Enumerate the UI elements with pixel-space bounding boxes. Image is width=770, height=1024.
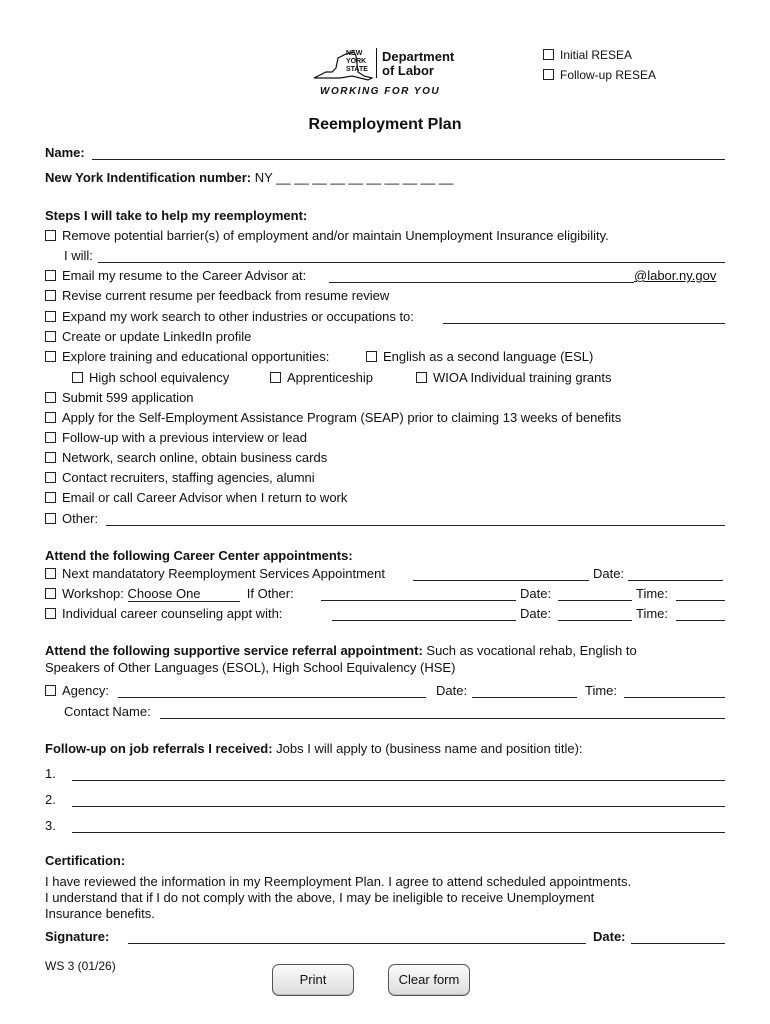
other-checkbox[interactable]: [45, 513, 56, 524]
contact-name-field[interactable]: [160, 718, 725, 719]
supportive-heading-line2: Speakers of Other Languages (ESOL), High School Equivalency (HSE): [45, 660, 456, 675]
agency-field[interactable]: [118, 697, 426, 698]
i-will-field[interactable]: [98, 262, 725, 263]
revise-resume-label: Revise current resume per feedback from resume review: [62, 288, 390, 303]
workshop-time-field[interactable]: [676, 600, 725, 601]
certification-line2: I understand that if I do not comply with the above, I may be ineligible to receive Unemployment: [45, 890, 595, 905]
individual-counseling-checkbox[interactable]: [45, 608, 56, 619]
referral-number-3: 3.: [45, 818, 56, 833]
workshop-checkbox[interactable]: [45, 588, 56, 599]
submit-599-label: Submit 599 application: [62, 390, 194, 405]
email-advisor-checkbox[interactable]: [45, 492, 56, 503]
contact-name-label: Contact Name:: [64, 704, 151, 719]
workshop-select[interactable]: Choose One: [128, 587, 240, 602]
name-field[interactable]: [92, 159, 725, 160]
referral-number-1: 1.: [45, 766, 56, 781]
initial-resea-checkbox[interactable]: [543, 49, 554, 60]
network-label: Network, search online, obtain business cards: [62, 450, 328, 465]
network-checkbox[interactable]: [45, 452, 56, 463]
workshop-time-label: Time:: [636, 586, 669, 601]
seap-label: Apply for the Self-Employment Assistance Program (SEAP) prior to claiming 13 weeks of benefits: [62, 410, 622, 425]
career-center-heading: Attend the following Career Center appointments:: [45, 548, 353, 563]
supportive-heading-rest: Such as vocational rehab, English to: [426, 643, 637, 658]
certification-heading: Certification:: [45, 853, 126, 868]
logo-text-new: NEW: [346, 50, 363, 57]
referral-field-2[interactable]: [72, 806, 725, 807]
next-mandatory-date-label: Date:: [593, 566, 625, 581]
name-label: Name:: [45, 145, 85, 160]
other-label: Other:: [62, 511, 99, 526]
email-resume-label: Email my resume to the Career Advisor at:: [62, 268, 307, 283]
email-domain: @labor.ny.gov: [634, 268, 717, 283]
wioa-checkbox[interactable]: [416, 372, 427, 383]
agency-checkbox[interactable]: [45, 685, 56, 696]
explore-training-checkbox[interactable]: [45, 351, 56, 362]
hs-equivalency-checkbox[interactable]: [72, 372, 83, 383]
form-code: WS 3 (01/26): [45, 959, 116, 973]
supportive-heading: Attend the following supportive service referral appointment:: [45, 643, 423, 658]
agency-label: Agency:: [62, 683, 109, 698]
referrals-heading-rest: Jobs I will apply to (business name and position title):: [276, 741, 583, 756]
page-title: Reemployment Plan: [308, 116, 462, 133]
agency-time-label: Time:: [585, 683, 618, 698]
agency-date-field[interactable]: [472, 697, 577, 698]
referrals-heading: Follow-up on job referrals I received:: [45, 741, 273, 756]
expand-search-checkbox[interactable]: [45, 311, 56, 322]
revise-resume-checkbox[interactable]: [45, 290, 56, 301]
signature-field[interactable]: [128, 943, 586, 944]
individual-time-field[interactable]: [676, 620, 725, 621]
workshop-if-other-label: If Other:: [246, 586, 294, 601]
followup-resea-label: Follow-up RESEA: [560, 68, 657, 82]
individual-date-label: Date:: [520, 606, 552, 621]
hs-equivalency-label: High school equivalency: [89, 370, 230, 385]
agency-time-field[interactable]: [624, 697, 725, 698]
apprenticeship-label: Apprenticeship: [287, 370, 373, 385]
logo-tagline: WORKING FOR YOU: [320, 86, 441, 97]
submit-599-checkbox[interactable]: [45, 392, 56, 403]
nys-dol-logo: [312, 46, 472, 102]
individual-time-label: Time:: [636, 606, 669, 621]
contact-recruiters-label: Contact recruiters, staffing agencies, alumni: [62, 470, 315, 485]
agency-date-label: Date:: [436, 683, 468, 698]
referral-number-2: 2.: [45, 792, 56, 807]
next-mandatory-date-field[interactable]: [628, 580, 723, 581]
followup-interview-checkbox[interactable]: [45, 432, 56, 443]
contact-recruiters-checkbox[interactable]: [45, 472, 56, 483]
signature-label: Signature:: [45, 929, 110, 944]
logo-divider: [376, 48, 377, 78]
remove-barriers-label: Remove potential barrier(s) of employment and/or maintain Unemployment Insurance eligibility.: [62, 228, 609, 243]
clear-form-button[interactable]: Clear form: [388, 964, 470, 996]
next-mandatory-field[interactable]: [413, 580, 589, 581]
nyid-label: New York Indentification number:: [45, 170, 252, 185]
wioa-label: WIOA Individual training grants: [433, 370, 612, 385]
esl-checkbox[interactable]: [366, 351, 377, 362]
workshop-date-label: Date:: [520, 586, 552, 601]
next-mandatory-checkbox[interactable]: [45, 568, 56, 579]
certification-line1: I have reviewed the information in my Reemployment Plan. I agree to attend scheduled appointments.: [45, 874, 632, 889]
other-field[interactable]: [106, 525, 725, 526]
linkedin-checkbox[interactable]: [45, 331, 56, 342]
explore-training-label: Explore training and educational opportunities:: [62, 349, 330, 364]
seap-checkbox[interactable]: [45, 412, 56, 423]
nyid-prefix: NY: [254, 170, 273, 185]
linkedin-label: Create or update LinkedIn profile: [62, 329, 252, 344]
referral-field-3[interactable]: [72, 832, 725, 833]
workshop-date-field[interactable]: [558, 600, 632, 601]
workshop-label: Workshop:: [62, 586, 124, 601]
print-button[interactable]: Print: [272, 964, 354, 996]
expand-search-label: Expand my work search to other industries or occupations to:: [62, 309, 414, 324]
followup-resea-checkbox[interactable]: [543, 69, 554, 80]
individual-date-field[interactable]: [558, 620, 632, 621]
i-will-label: I will:: [64, 248, 93, 263]
email-resume-checkbox[interactable]: [45, 270, 56, 281]
logo-text-state: STATE: [346, 66, 368, 73]
email-resume-field[interactable]: [329, 282, 634, 283]
workshop-other-field[interactable]: [321, 600, 516, 601]
esl-label: English as a second language (ESL): [383, 349, 594, 364]
nyid-field[interactable]: __ __ __ __ __ __ __ __ __ __: [276, 170, 454, 185]
logo-dept-line1: Department: [382, 49, 455, 64]
next-mandatory-label: Next mandatatory Reemployment Services Appointment: [62, 566, 385, 581]
logo-dept-line2: of Labor: [382, 63, 434, 78]
individual-counseling-label: Individual career counseling appt with:: [62, 606, 283, 621]
logo-text-york: YORK: [346, 58, 367, 65]
remove-barriers-checkbox[interactable]: [45, 230, 56, 241]
followup-interview-label: Follow-up with a previous interview or lead: [62, 430, 307, 445]
certification-line3: Insurance benefits.: [45, 906, 155, 921]
signature-date-field[interactable]: [631, 943, 725, 944]
steps-heading: Steps I will take to help my reemployment:: [45, 208, 308, 223]
apprenticeship-checkbox[interactable]: [270, 372, 281, 383]
signature-date-label: Date:: [593, 929, 626, 944]
email-advisor-label: Email or call Career Advisor when I return to work: [62, 490, 348, 505]
initial-resea-label: Initial RESEA: [560, 48, 633, 62]
expand-search-field[interactable]: [443, 323, 725, 324]
individual-counseling-field[interactable]: [332, 620, 516, 621]
referral-field-1[interactable]: [72, 780, 725, 781]
